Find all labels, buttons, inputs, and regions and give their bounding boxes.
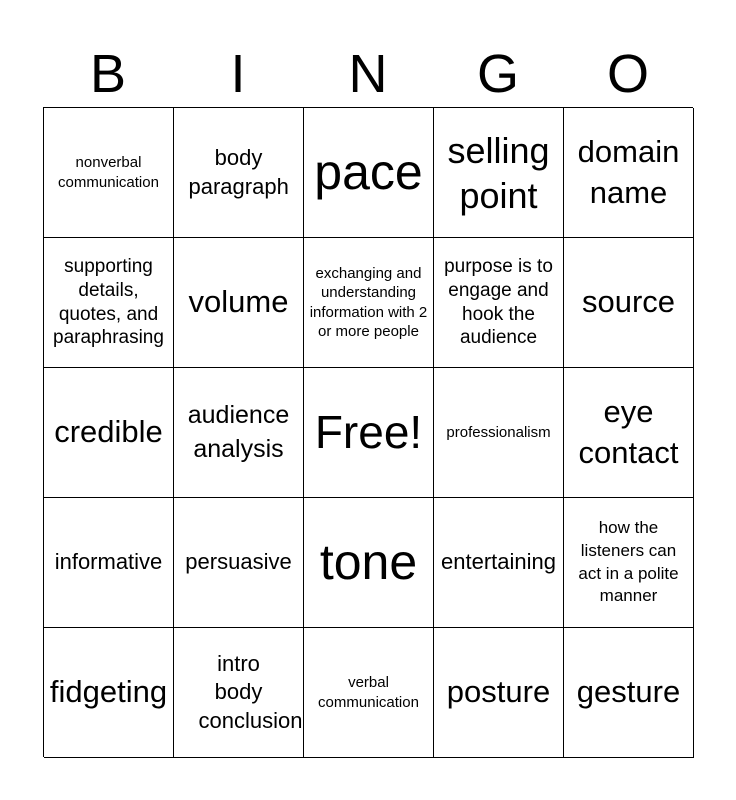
- bingo-cell[interactable]: [564, 238, 694, 368]
- cell-text: supporting details, quotes, and paraphrasing: [53, 256, 164, 349]
- bingo-cell[interactable]: [44, 498, 174, 628]
- cell-text: credible: [54, 414, 163, 450]
- cell-text: informative: [54, 549, 163, 575]
- cell-text: audience analysis: [187, 400, 290, 463]
- bingo-cell[interactable]: [174, 498, 304, 628]
- cell-text: posture: [446, 674, 551, 710]
- cell-text: pace: [314, 144, 423, 200]
- cell-text: selling point: [447, 129, 550, 216]
- cell-text: nonverbal communication: [58, 154, 159, 191]
- cell-text: eye contact: [578, 394, 679, 470]
- bingo-cell[interactable]: [434, 108, 564, 238]
- cell-text: professionalism: [446, 423, 551, 441]
- cell-text: purpose is to engage and hook the audience: [444, 256, 553, 349]
- bingo-cell[interactable]: [564, 108, 694, 238]
- bingo-card: [43, 107, 693, 757]
- free-space: Free!: [314, 406, 423, 459]
- cell-text: fidgeting: [49, 674, 168, 710]
- bingo-cell[interactable]: [174, 368, 304, 498]
- bingo-cell[interactable]: [564, 628, 694, 758]
- bingo-cell[interactable]: [174, 628, 304, 758]
- bingo-cell[interactable]: [44, 628, 174, 758]
- bingo-cell[interactable]: [44, 368, 174, 498]
- cell-text: persuasive: [185, 549, 292, 575]
- bingo-cell[interactable]: [174, 238, 304, 368]
- bingo-cell[interactable]: [434, 238, 564, 368]
- bingo-cell[interactable]: [564, 498, 694, 628]
- bingo-cell[interactable]: [304, 368, 434, 498]
- bingo-cell[interactable]: [434, 498, 564, 628]
- cell-text: intro body conclusion: [198, 650, 303, 733]
- bingo-cell[interactable]: [564, 368, 694, 498]
- cell-text: volume: [188, 284, 289, 320]
- bingo-cell[interactable]: [44, 238, 174, 368]
- bingo-cell[interactable]: [434, 368, 564, 498]
- bingo-cell[interactable]: [174, 108, 304, 238]
- cell-text: verbal communication: [318, 674, 419, 711]
- bingo-cell[interactable]: [304, 238, 434, 368]
- header-letter-i: I: [230, 44, 246, 104]
- cell-text: exchanging and understanding information with 2 or more people: [309, 264, 428, 340]
- cell-text: source: [581, 284, 676, 320]
- cell-text: domain name: [577, 134, 680, 210]
- header-letter-b: B: [89, 44, 127, 104]
- cell-text: gesture: [576, 674, 681, 710]
- bingo-cell[interactable]: [304, 498, 434, 628]
- cell-text: tone: [319, 534, 418, 590]
- bingo-cell[interactable]: [304, 628, 434, 758]
- cell-text: entertaining: [441, 549, 556, 575]
- bingo-cell[interactable]: [44, 108, 174, 238]
- cell-text: body paragraph: [188, 144, 289, 199]
- bingo-cell[interactable]: [304, 108, 434, 238]
- bingo-header: [43, 40, 693, 108]
- bingo-cell[interactable]: [434, 628, 564, 758]
- cell-text: how the listeners can act in a polite manner: [578, 517, 679, 606]
- header-letter-o: O: [606, 44, 649, 104]
- header-letter-g: G: [476, 44, 519, 104]
- header-letter-n: N: [348, 44, 388, 104]
